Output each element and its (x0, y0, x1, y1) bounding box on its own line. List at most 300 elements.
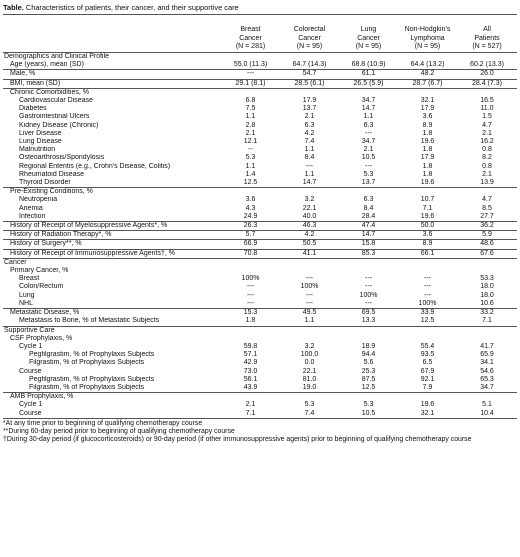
row-value: 33.2 (480, 309, 494, 317)
row-value: 7.5 (245, 105, 256, 113)
row-label: Malnutrition (19, 146, 56, 154)
row-value: 11.0 (480, 105, 494, 113)
row-value: 4.3 (245, 204, 256, 212)
row-value: 10.5 (339, 410, 398, 419)
table-row (3, 205, 517, 213)
row-value: 15.8 (339, 240, 398, 249)
footnote: †During 30-day period (if glucocorticosteroids) or 90-day period (if other immunosuppressive agents) prior to beginning of qualifying chemotherapy course (3, 436, 472, 444)
row-value: 5.9 (457, 231, 517, 240)
row-label: Infection (3, 213, 221, 222)
row-label: Chronic Comorbidities, % (10, 88, 89, 96)
row-value: 12.5 (398, 317, 457, 326)
row-value (221, 393, 280, 402)
row-value: --- (221, 70, 280, 79)
row-value: 0.0 (304, 359, 315, 367)
row-value: 14.7 (339, 231, 398, 240)
row-value: 16.2 (480, 138, 494, 146)
row-value: 85.3 (339, 249, 398, 258)
row-value: 6.3 (363, 196, 374, 204)
row-value: 28.5 (6.1) (280, 79, 339, 88)
row-value: 66.9 (221, 240, 280, 249)
table-row (3, 61, 517, 70)
row-value: 19.6 (398, 213, 457, 222)
table-row (3, 283, 517, 291)
row-label: Primary Cancer, % (10, 267, 69, 275)
row-value: 28.4 (339, 213, 398, 222)
row-value (339, 53, 398, 62)
characteristics-table (3, 14, 517, 419)
table-row (3, 188, 517, 197)
row-value: 8.4 (304, 154, 315, 162)
row-value: 41.1 (280, 249, 339, 258)
row-value: 3.6 (245, 196, 256, 204)
table-row (3, 393, 517, 402)
row-value: --- (424, 291, 431, 299)
row-value: 13.3 (339, 317, 398, 326)
row-value (339, 267, 398, 275)
row-value: 16.5 (480, 97, 494, 105)
row-value (280, 88, 339, 97)
row-value: 56.1 (243, 375, 258, 383)
row-value: 1.8 (221, 317, 280, 326)
row-value: 4.7 (482, 196, 492, 204)
table-row (3, 53, 517, 62)
table-row (3, 368, 517, 376)
table-row (3, 231, 517, 240)
row-value: 12.5 (221, 179, 280, 188)
table-footnotes (3, 420, 517, 445)
row-value: 92.1 (420, 375, 435, 383)
row-value: 34.7 (361, 138, 376, 146)
row-value: 67.6 (457, 249, 517, 258)
row-value: 6.5 (422, 359, 433, 367)
row-value: 5.3 (304, 401, 315, 409)
row-value: 100% (359, 291, 378, 299)
row-value: 54.6 (480, 367, 494, 375)
table-row (3, 97, 517, 105)
row-value (221, 188, 280, 197)
row-value (221, 326, 280, 335)
row-label: Pegfilgrastim, % of Prophylaxis Subjects (29, 351, 155, 359)
row-value (280, 258, 339, 267)
row-value: --- (365, 162, 372, 170)
row-value: 10.4 (457, 410, 517, 419)
row-value (398, 53, 457, 62)
row-value: 8.9 (398, 240, 457, 249)
row-value: 73.0 (243, 367, 258, 375)
table-row (3, 113, 517, 121)
row-value: 53.3 (480, 275, 494, 283)
row-value: --- (306, 162, 313, 170)
row-label: Course (19, 367, 42, 375)
row-value: 7.1 (221, 410, 280, 419)
table-row (3, 376, 517, 384)
row-value (457, 393, 517, 402)
row-value (280, 267, 339, 275)
row-value: 0.8 (482, 146, 492, 154)
table-row (3, 401, 517, 409)
row-value: 64.4 (13.2) (398, 61, 457, 70)
row-value: 55.0 (11.3) (221, 61, 280, 70)
row-label: Lung Disease (19, 138, 62, 146)
row-label: Cycle 1 (19, 342, 43, 350)
row-label: Filgrastim, % of Prophylaxis Subjects (29, 359, 145, 367)
row-value: 4.2 (304, 129, 315, 137)
row-value: 28.4 (7.3) (457, 79, 517, 88)
row-value: 19.6 (420, 401, 435, 409)
row-label: Demographics and Clinical Profile (3, 53, 221, 62)
row-value: --- (424, 275, 431, 283)
table-row (3, 359, 517, 367)
table-row (3, 79, 517, 88)
row-value: 61.1 (339, 70, 398, 79)
row-label: History of Radiation Therapy*, % (3, 231, 221, 240)
table-row (3, 70, 517, 79)
row-value: 14.7 (280, 179, 339, 188)
row-value: 48.6 (457, 240, 517, 249)
table-row (3, 410, 517, 419)
row-value: 8.5 (482, 204, 492, 212)
row-value: 100% (241, 275, 260, 283)
row-value (398, 335, 457, 343)
row-value: 13.7 (339, 179, 398, 188)
table-row (3, 163, 517, 171)
header-cell-all: All Patients (N = 527) (457, 15, 517, 53)
row-value (398, 188, 457, 197)
table-row (3, 384, 517, 393)
table-caption (3, 3, 517, 13)
row-value: 0.8 (482, 162, 492, 170)
row-value (280, 393, 339, 402)
header-cell-lung: Lung Cancer (N = 95) (339, 15, 398, 53)
row-value: 29.1 (8.1) (221, 79, 280, 88)
row-value: --- (365, 283, 372, 291)
row-value: 1.1 (245, 113, 256, 121)
row-value: 22.1 (302, 367, 317, 375)
row-label: Regional Enteritis (e.g., Crohn's Disease, Colitis) (19, 162, 171, 170)
row-value: 34.7 (457, 384, 517, 393)
row-value: -- (248, 146, 253, 154)
row-value: 3.6 (398, 231, 457, 240)
row-value: 34.7 (361, 97, 376, 105)
row-label: Osteoarthrosis/Spondylosis (19, 154, 105, 162)
row-label: History of Receipt of Immunosuppressive Agents†, % (3, 249, 221, 258)
row-value: 65.9 (480, 351, 494, 359)
row-value: 57.1 (243, 351, 258, 359)
table-row (3, 249, 517, 258)
row-value: 26.3 (221, 222, 280, 231)
row-value: 1.8 (422, 146, 433, 154)
row-value: 50.0 (398, 222, 457, 231)
row-label: Metastatic Disease, % (10, 309, 80, 317)
row-value: 18.9 (361, 342, 376, 350)
row-label: Colon/Rectum (19, 283, 64, 291)
row-label: Lung (19, 291, 35, 299)
row-value: 47.4 (339, 222, 398, 231)
row-value: 13.9 (457, 179, 517, 188)
row-value: --- (247, 283, 254, 291)
row-value: 6.3 (304, 121, 315, 129)
row-value: 5.3 (363, 170, 374, 178)
row-value: 2.1 (245, 129, 256, 137)
row-value: 55.4 (420, 342, 435, 350)
row-value: --- (339, 300, 398, 309)
row-value: 1.1 (304, 146, 315, 154)
table-row (3, 292, 517, 300)
row-label: Kidney Disease (Chronic) (19, 121, 99, 129)
row-value: 17.9 (420, 154, 435, 162)
table-row (3, 105, 517, 113)
row-value: 81.0 (302, 375, 317, 383)
row-value: 6.3 (363, 121, 374, 129)
row-value: --- (306, 275, 313, 283)
row-value: 7.1 (422, 204, 433, 212)
row-label: Thyroid Disorder (3, 179, 221, 188)
table-row (3, 309, 517, 318)
row-value: 14.7 (361, 105, 376, 113)
row-value: 10.5 (361, 154, 376, 162)
row-value: 4.2 (280, 231, 339, 240)
row-value: 3.6 (422, 113, 433, 121)
table-row (3, 122, 517, 130)
row-value: 87.5 (361, 375, 376, 383)
header-cell-nhl: Non-Hodgkin's Lymphoma (N = 95) (398, 15, 457, 53)
row-value: --- (424, 283, 431, 291)
row-value: 7.4 (280, 410, 339, 419)
row-value: 3.2 (304, 196, 315, 204)
row-value (457, 326, 517, 335)
row-value: 26.0 (457, 70, 517, 79)
row-value: 1.5 (482, 113, 492, 121)
row-value: 25.3 (361, 367, 376, 375)
table-row (3, 317, 517, 326)
row-value: 12.5 (339, 384, 398, 393)
row-value: 100.0 (300, 351, 319, 359)
row-label: Liver Disease (19, 129, 62, 137)
table-row (3, 343, 517, 351)
row-value: 19.6 (398, 179, 457, 188)
row-value: 67.9 (420, 367, 435, 375)
row-label: History of Receipt of Myelosuppressive Agents*, % (3, 222, 221, 231)
table-row (3, 138, 517, 146)
row-value (398, 393, 457, 402)
row-value: 46.3 (280, 222, 339, 231)
row-value: 50.5 (280, 240, 339, 249)
row-value: 17.9 (420, 105, 435, 113)
row-value (398, 326, 457, 335)
row-value: 1.1 (304, 170, 315, 178)
row-value (221, 258, 280, 267)
table-row (3, 351, 517, 359)
row-value: 17.9 (302, 97, 317, 105)
row-value: 8.9 (422, 121, 433, 129)
row-label: BMI, mean (SD) (3, 79, 221, 88)
table-row (3, 335, 517, 343)
table-row (3, 171, 517, 179)
row-label: Metastasis to Bone, % of Metastatic Subjects (3, 317, 221, 326)
table-header (3, 15, 517, 53)
row-value (398, 258, 457, 267)
row-value: 43.9 (221, 384, 280, 393)
table-row (3, 258, 517, 267)
row-value (457, 53, 517, 62)
row-label: NHL (3, 300, 221, 309)
row-value: 2.1 (363, 146, 374, 154)
row-label: Male, % (3, 70, 221, 79)
row-label: Cardiovascular Disease (19, 97, 93, 105)
table-title: Characteristics of patients, their cancer, and their supportive care (25, 3, 239, 12)
header-row (3, 15, 517, 53)
row-label: History of Surgery**, % (3, 240, 221, 249)
row-value (339, 88, 398, 97)
row-value (280, 188, 339, 197)
row-value: 32.1 (420, 97, 435, 105)
row-value: 93.5 (420, 351, 435, 359)
row-value: 48.2 (398, 70, 457, 79)
row-value: --- (365, 129, 372, 137)
row-value (398, 88, 457, 97)
row-value: 100% (300, 283, 319, 291)
row-value: 1.8 (422, 129, 433, 137)
row-value: 41.7 (480, 342, 494, 350)
row-value (339, 393, 398, 402)
row-value: 18.0 (480, 291, 494, 299)
row-value: 2.1 (482, 170, 492, 178)
row-value: 4.7 (482, 121, 492, 129)
table-body (3, 53, 517, 419)
table-row (3, 300, 517, 309)
row-label: Gastrointestinal Ulcers (19, 113, 90, 121)
row-value: 40.0 (280, 213, 339, 222)
row-label: Age (years), mean (SD) (3, 61, 221, 70)
row-value: 42.9 (243, 359, 258, 367)
row-value (457, 188, 517, 197)
row-value: 5.3 (245, 154, 256, 162)
table-row (3, 275, 517, 283)
row-value (339, 335, 398, 343)
row-value (221, 267, 280, 275)
row-value: 65.3 (480, 375, 494, 383)
row-value: 12.1 (243, 138, 258, 146)
row-value: 2.8 (245, 121, 256, 129)
row-value: 66.1 (398, 249, 457, 258)
row-value: 19.0 (280, 384, 339, 393)
table-row (3, 88, 517, 97)
row-value: 1.4 (245, 170, 256, 178)
row-value: 33.9 (420, 309, 435, 317)
row-value: --- (247, 291, 254, 299)
row-value (221, 53, 280, 62)
row-value (457, 88, 517, 97)
row-value: 3.2 (304, 342, 315, 350)
table-row (3, 179, 517, 188)
row-value: 22.1 (302, 204, 317, 212)
row-value (339, 258, 398, 267)
row-value: 8.4 (363, 204, 374, 212)
row-value (221, 335, 280, 343)
table-row (3, 196, 517, 204)
row-label: Diabetes (19, 105, 47, 113)
row-label: Breast (19, 275, 40, 283)
row-label: Neutropenia (19, 196, 58, 204)
header-cell-colorectal: Colorectal Cancer (N = 95) (280, 15, 339, 53)
row-value: 8.2 (482, 154, 492, 162)
table-row (3, 267, 517, 275)
row-label: Supportive Care (4, 326, 55, 334)
row-value: 1.1 (245, 162, 256, 170)
row-value: 10.7 (420, 196, 435, 204)
row-value: 19.6 (420, 138, 435, 146)
row-value (280, 53, 339, 62)
row-value: 18.0 (480, 283, 494, 291)
table-row (3, 326, 517, 335)
row-value: 2.1 (245, 401, 256, 409)
row-value: 69.5 (361, 309, 376, 317)
header-cell-breast: Breast Cancer (N = 281) (221, 15, 280, 53)
table-row (3, 240, 517, 249)
row-value: 64.7 (14.3) (280, 61, 339, 70)
table-row (3, 130, 517, 138)
row-label: AMB Prophylaxis, % (10, 393, 74, 401)
row-value (398, 267, 457, 275)
row-value: --- (280, 300, 339, 309)
row-label: Pre-Existing Conditions, % (10, 188, 93, 196)
row-value: 7.9 (398, 384, 457, 393)
row-value: --- (365, 275, 372, 283)
row-value: 28.7 (6.7) (398, 79, 457, 88)
row-value: 1.8 (422, 162, 433, 170)
row-value: 1.1 (280, 317, 339, 326)
row-value: 70.8 (221, 249, 280, 258)
row-value: 5.6 (363, 359, 374, 367)
row-value: --- (306, 291, 313, 299)
row-value: 2.1 (304, 113, 315, 121)
row-label: Filgrastim, % of Prophylaxis Subjects (3, 384, 221, 393)
row-value: 94.4 (361, 351, 376, 359)
row-label: Course (3, 410, 221, 419)
row-value: 100% (398, 300, 457, 309)
row-value: 5.1 (482, 401, 492, 409)
row-value (280, 335, 339, 343)
row-label: Rheumatoid Disease (19, 170, 84, 178)
row-value (280, 326, 339, 335)
row-value: 26.5 (5.9) (339, 79, 398, 88)
row-value: 54.7 (280, 70, 339, 79)
row-value (457, 267, 517, 275)
row-value: 34.1 (480, 359, 494, 367)
row-label: CSF Prophylaxis, % (10, 334, 73, 342)
row-value: 32.1 (398, 410, 457, 419)
row-value: 27.7 (457, 213, 517, 222)
row-value: 59.8 (243, 342, 258, 350)
row-value: --- (221, 300, 280, 309)
table-row (3, 213, 517, 222)
row-label: Pegfilgrastim, % of Prophylaxis Subjects (29, 375, 155, 383)
row-value (339, 326, 398, 335)
row-value: 5.7 (221, 231, 280, 240)
row-value: 68.8 (10.9) (339, 61, 398, 70)
row-value: 2.1 (482, 129, 492, 137)
footnote: *At any time prior to beginning of qualifying chemotherapy course (3, 419, 203, 427)
row-value: 24.9 (221, 213, 280, 222)
table-row (3, 222, 517, 231)
header-cell-label (3, 15, 221, 53)
row-value (457, 335, 517, 343)
row-label: Cycle 1 (19, 401, 43, 409)
row-value: 49.5 (302, 309, 317, 317)
row-value: 1.1 (363, 113, 374, 121)
row-label: Anemia (19, 204, 43, 212)
